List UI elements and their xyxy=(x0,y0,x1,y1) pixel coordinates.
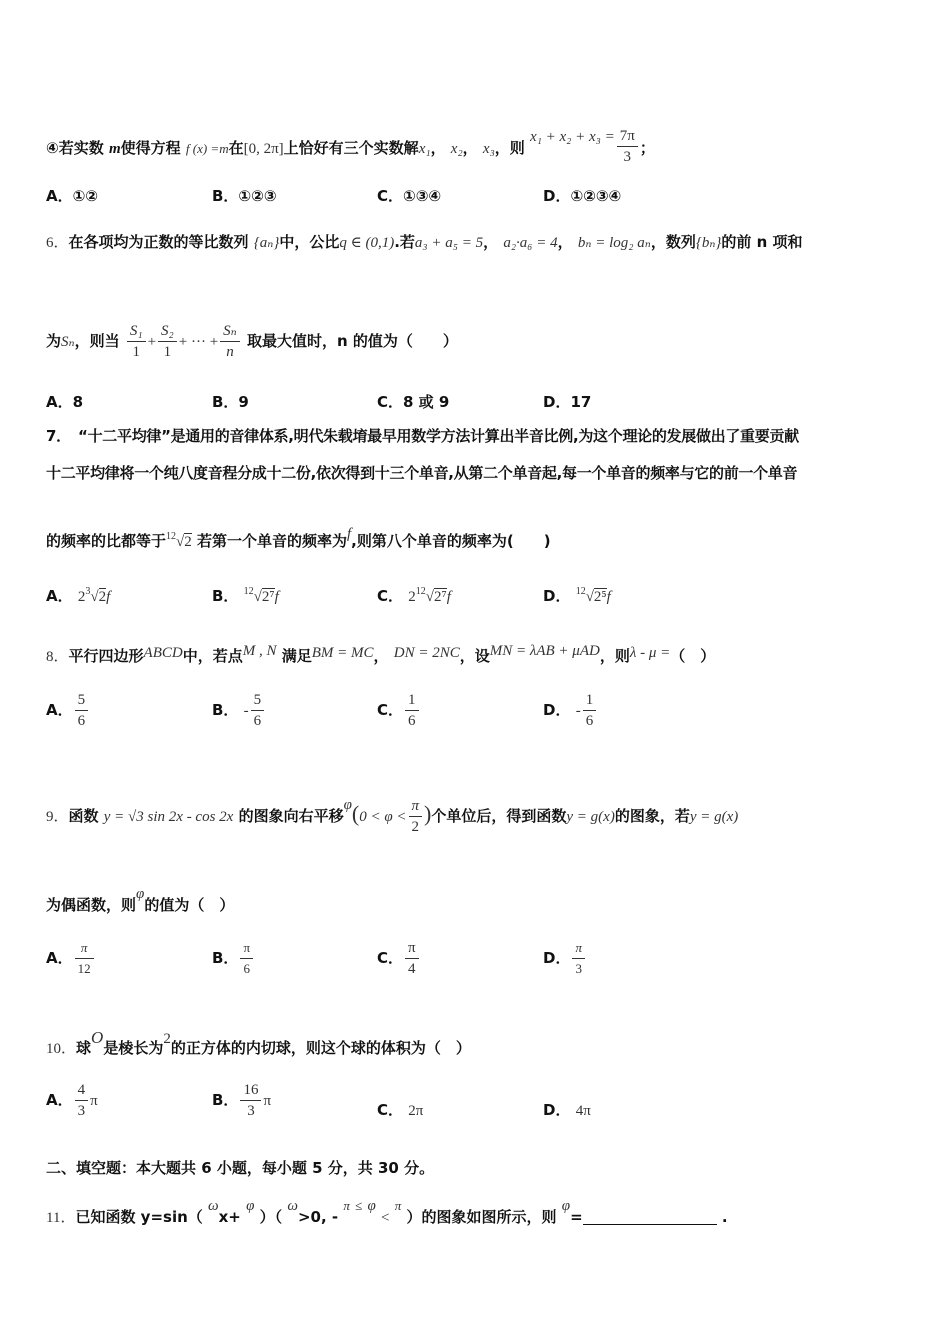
fraction-s1: $\frac{\text{S₁}}{1}$ xyxy=(127,321,146,362)
eq-a2-a6: a₂·a₆ = 4 xyxy=(503,235,558,251)
option-b-q8[interactable]: B． - $\frac{5}{6}$ xyxy=(212,690,266,731)
option-a-q6[interactable]: A．8 xyxy=(46,393,84,411)
points-mn: M , N xyxy=(242,643,277,659)
fraction-s2: $\frac{\text{S₂}}{1}$ xyxy=(158,321,177,362)
q7-line2: 十二平均律将一个纯八度音程分成十二份,依次得到十三个单音,从第二个单音起,每一个单音的频率与它的前一个单音 xyxy=(46,464,798,482)
phi-3: φ xyxy=(561,1198,571,1214)
answer-blank[interactable] xyxy=(583,1224,717,1225)
q10-line: 10．球O是棱长为2的正方体的内切球，则这个球的体积为（ ） xyxy=(46,1028,471,1057)
q9-number: 9． xyxy=(46,809,69,825)
eq-bn: bₙ = log₂ aₙ xyxy=(577,235,651,251)
abcd: ABCD xyxy=(143,645,183,661)
seq-b: {bₙ} xyxy=(695,235,722,251)
phi-2: φ xyxy=(367,1198,376,1214)
option-c-q9[interactable]: C． $\frac{\pi}{4}$ xyxy=(377,938,421,979)
option-c-q5[interactable]: C．①③④ xyxy=(377,187,442,205)
eq-a3-a5: a₃ + a₅ = 5 xyxy=(414,235,484,251)
eq-dn-2nc: DN = 2NC xyxy=(393,645,460,661)
function-y: y = √3 sin 2x - cos 2x xyxy=(103,809,234,825)
option-d-q10[interactable]: D． 4π xyxy=(543,1101,591,1119)
x2: x₂ xyxy=(450,141,463,157)
phi-2: φ xyxy=(136,886,145,902)
item4-number: ④ xyxy=(46,139,59,157)
option-d-q8[interactable]: D． - $\frac{1}{6}$ xyxy=(543,690,598,731)
q11-line: 11．已知函数 y=sin（ ωx+ φ ）（ ω>0, - π ≤ φ < π ）的图象如图所示，则 φ= . xyxy=(46,1198,728,1226)
pi-1: π xyxy=(343,1198,350,1213)
option-b-q9[interactable]: B． $\frac{\pi}{6}$ xyxy=(212,938,255,979)
phi: φ xyxy=(246,1198,255,1214)
item4-line: ④若实数 m使得方程 f (x) =m在[0, 2π]上恰好有三个实数解x₁， x₂， x₃，则 x₁ + x₂ + x₃ = $\frac{7\pi}{3}$ ； xyxy=(46,128,655,165)
q-range: q ∈ (0,1) xyxy=(339,235,395,251)
option-b-q6[interactable]: B．9 xyxy=(212,393,249,411)
equation-f: f (x) =m xyxy=(185,141,229,156)
option-d-q9[interactable]: D． $\frac{\pi}{3}$ xyxy=(543,938,587,979)
omega-2: ω xyxy=(287,1198,298,1214)
q10-number: 10． xyxy=(46,1041,77,1057)
option-b-q5[interactable]: B．①②③ xyxy=(212,187,277,205)
option-d-q7[interactable]: D． $^{12}$√2⁵f xyxy=(543,586,611,605)
option-a-q10[interactable]: A． $\frac{4}{3}$ π xyxy=(46,1082,98,1119)
function-g2: y = g(x) xyxy=(689,809,739,825)
option-d-q5[interactable]: D．①②③④ xyxy=(543,187,622,205)
var-m: m xyxy=(108,141,121,157)
phi: φ xyxy=(343,797,352,813)
option-a-q7[interactable]: A． $2^3√2f$ xyxy=(46,586,111,605)
option-b-q10[interactable]: B． $\frac{16}{3}$ π xyxy=(212,1082,272,1119)
q6-line1: 6．在各项均为正数的等比数列 {aₙ}中，公比q ∈ (0,1).若a₃ + a₅ = 5， a₂·a₆ = 4， bₙ = log₂ aₙ，数列{bₙ}的前 n 项和 xyxy=(46,233,803,251)
option-a-q5[interactable]: A．①② xyxy=(46,187,99,205)
phi-condition: 0 < φ < xyxy=(359,809,407,825)
sum-expression: x₁ + x₂ + x₃ = xyxy=(530,129,615,145)
edge-length: 2 xyxy=(163,1031,171,1047)
q6-number: 6． xyxy=(46,235,69,251)
x3: x₃ xyxy=(482,141,495,157)
option-c-q7[interactable]: C． $2^{12}√2^7f$ xyxy=(377,586,451,605)
sn: Sₙ xyxy=(61,334,75,350)
function-g: y = g(x) xyxy=(566,809,615,825)
option-d-q6[interactable]: D．17 xyxy=(543,393,592,411)
q9-line1: 9．函数 y = √3 sin 2x - cos 2x 的图象向右平移φ(0 < φ < $\frac{\pi}{2}$ )个单位后，得到函数y = g(x)的图象，若y = g(x) xyxy=(46,797,739,835)
seq-a: {aₙ} xyxy=(253,235,280,251)
root-12-of-2: $^{12}$√2 xyxy=(166,531,192,550)
interval: [0, 2π] xyxy=(243,141,284,157)
x1: x₁ xyxy=(418,141,431,157)
option-c-q8[interactable]: C． $\frac{1}{6}$ xyxy=(377,690,421,731)
option-a-q8[interactable]: A． $\frac{5}{6}$ xyxy=(46,690,90,731)
q9-line2: 为偶函数，则φ的值为（ ） xyxy=(46,886,235,914)
q6-line2: 为Sₙ，则当 $\frac{\text{S₁}}{1}$ + $\frac{\text{S₂}}{1}$ + ··· + $\frac{\text{Sₙ}}{n}$ 取最大值时，n 的值为（ ） xyxy=(46,323,458,360)
option-c-q6[interactable]: C．8 或 9 xyxy=(377,393,450,411)
option-b-q7[interactable]: B． $^{12}$√2⁷f xyxy=(212,586,279,605)
q7-line3: 的频率的比都等于$^{12}$√2 若第一个单音的频率为f,则第八个单音的频率为( ) xyxy=(46,526,551,550)
fraction-sn: $\frac{\text{Sₙ}}{n}$ xyxy=(220,321,240,362)
section-heading-fill-in: 二、填空题：本大题共 6 小题，每小题 5 分，共 30 分。 xyxy=(46,1159,435,1177)
q7-line1: 7． “十二平均律”是通用的音律体系,明代朱载堉最早用数学方法计算出半音比例,为这个理论的发展做出了重要贡献 xyxy=(46,427,799,445)
option-a-q9[interactable]: A． $\frac{\pi}{12}$ xyxy=(46,938,96,979)
eq-bm-mc: BM = MC xyxy=(311,645,374,661)
q8-line: 8．平行四边形ABCD中，若点M , N 满足BM = MC， DN = 2NC，设MN = λAB + μAD，则λ - μ =（ ） xyxy=(46,643,716,665)
option-c-q10[interactable]: C． 2π xyxy=(377,1101,424,1119)
eq-mn-vector: MN = λAB + μAD xyxy=(489,643,600,659)
eq-lambda-mu: λ - μ = xyxy=(629,645,671,661)
omega: ω xyxy=(208,1198,219,1214)
pi-2: π xyxy=(394,1198,402,1213)
fraction-7pi-3: $\frac{7\pi}{3}$ xyxy=(617,126,638,167)
q8-number: 8． xyxy=(46,649,69,665)
freq-f: f xyxy=(347,526,352,542)
center-o: O xyxy=(91,1028,104,1047)
q11-number: 11． xyxy=(46,1210,76,1226)
